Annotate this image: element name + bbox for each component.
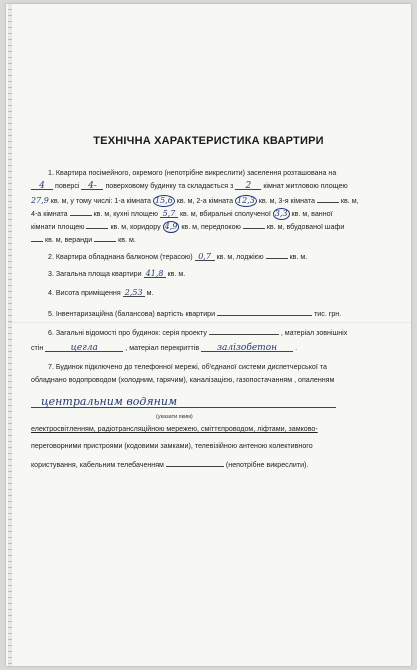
kitchen-value: 5,7 bbox=[162, 209, 176, 218]
s3-line: 3. Загальна площа квартири 41,8 кв. м. bbox=[48, 269, 186, 278]
s1-line-2: 4 поверсі 4- поверховому будинку та складається з 2 кімнат житловою площею bbox=[31, 181, 371, 191]
corridor-value: 4,9 bbox=[164, 222, 178, 231]
walls-material-value: цегла bbox=[70, 343, 98, 353]
document-page bbox=[6, 4, 411, 666]
s4-line: 4. Висота приміщення 2,53 м. bbox=[48, 288, 154, 297]
s1-line-4: 4-а кімната кв. м, кухні площею 5,7 кв. м, вбиральні сполученої 3,3 кв. м, ванної bbox=[31, 209, 333, 218]
s7-line-1: 7. Будинок підключено до телефонної мережі, об'єднаної системи диспетчерської та bbox=[48, 363, 327, 371]
s1-line-6: кв. м, веранди кв. м. bbox=[31, 233, 371, 245]
rooms-value: 2 bbox=[245, 181, 252, 191]
ceilings-material-value: залізобетон bbox=[217, 343, 278, 353]
living-area-value: 27,9 bbox=[31, 196, 49, 205]
s1-line-3: 27,9 кв. м, у тому числі: 1-а кімната 15,6 кв. м, 2-а кімната 12,3 кв. м, 3-я кімната кв. м, bbox=[31, 196, 359, 205]
fold-line bbox=[6, 322, 411, 323]
document-title: ТЕХНІЧНА ХАРАКТЕРИСТИКА КВАРТИРИ bbox=[93, 135, 324, 147]
s6-line-2: стін цегла , матеріал перекриттів залізобетон . bbox=[31, 343, 298, 353]
s7-line-3: електросвітленням, радіотрансляційною мережею, сміттєпроводом, ліфтами, замково- bbox=[31, 425, 318, 433]
page-perforation bbox=[8, 4, 12, 666]
s7-line-4: переговорними пристроями (кодовими замками), телевізійною антеною колективного bbox=[31, 442, 313, 450]
s1-line-1: 1. Квартира посімейного, окремого (непотрібне викреслити) заселення розташована на bbox=[48, 169, 337, 177]
s1-line-5: кімнати площею кв. м, коридору 4,9 кв. м, передпокою кв. м, вбудованої шафи bbox=[31, 222, 345, 231]
height-value: 2,53 bbox=[124, 288, 143, 297]
floors-total-value: 4- bbox=[88, 181, 97, 191]
s7-line-2: обладнано водопроводом (холодним, гарячим), каналізацією, газопостачанням , опаленням bbox=[31, 376, 335, 384]
balcony-value: 0,7 bbox=[198, 252, 211, 261]
s7-line-5: користування, кабельним телебаченням (непотрібне викреслити). bbox=[31, 458, 371, 470]
s6-line-1: 6. Загальні відомості про будинок: серія проекту , матеріал зовнішніх bbox=[48, 326, 388, 338]
room1-value: 15,6 bbox=[154, 196, 173, 205]
bathroom-value: 3,3 bbox=[274, 209, 288, 218]
heating-note: (указати яким) bbox=[156, 414, 193, 420]
s2-line: 2. Квартира обладнана балконом (терасою) 0,7 кв. м, лоджією кв. м. bbox=[48, 252, 308, 261]
heating-type-value: центральним водяним bbox=[41, 395, 178, 408]
s5-line: 5. Інвентаризаційна (балансова) вартість квартири тис. грн. bbox=[48, 307, 388, 319]
total-area-value: 41,8 bbox=[145, 269, 164, 278]
room2-value: 12,3 bbox=[237, 196, 255, 205]
floor-value: 4 bbox=[39, 181, 45, 191]
